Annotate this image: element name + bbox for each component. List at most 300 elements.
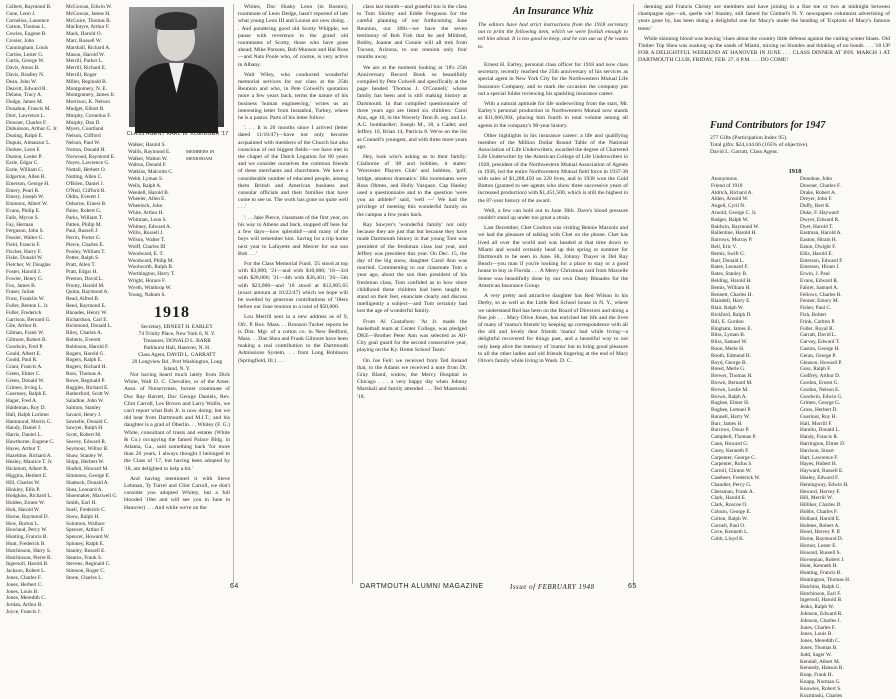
article-paragraph: Last December, Chet Coolton was visiting Bennie Mazzolo and we had the pleasure of talking with Chet on the phone. Chet has lived all over the world and was headed at that time down to Miami and would certainly head up this spring or summer for Dartmouth to be seen in June. Hi, Johnny Thayer in Del Ray Beach—you man if you're looking for a place to stay or a good house to buy in Florida . . . A Merry Christmas card from Marcelle Senne was beautifully done by our own Dusty Rhoades for the American Insurance Group. [478, 225, 628, 289]
list-item: Shattuck, Donald A. [66, 479, 109, 486]
list-item: Jordan, Arthur B. [6, 602, 43, 609]
list-item: Richmond, Donald L. [66, 323, 113, 330]
list-item: Fuller, Benton L. Jr. [6, 303, 49, 310]
list-item: Dupuis, Almanzor L. [6, 139, 51, 146]
list-item: Stanley, Russell E. [66, 547, 106, 554]
list-item: Garrison, Bernard G. [6, 316, 51, 323]
list-item: McGowan, James H. [66, 10, 111, 17]
list-item: Hickmott, Albert R. [6, 466, 49, 473]
list-item: Colbert, Raymond B. [6, 4, 52, 10]
list-item: Whitney, Edward A. [128, 223, 172, 230]
list-item: Bugbee, Elmer H. [711, 400, 750, 407]
list-item: Willis, Russell J. [128, 230, 164, 237]
names-column-3 [128, 142, 184, 302]
list-item: Gaston, George H. [800, 345, 840, 352]
list-item: Chandler, Percy G. [711, 481, 752, 488]
list-item: Bemis, Swift G. [711, 250, 746, 257]
list-item: Bates, Leonard F. [711, 264, 749, 271]
list-item: Dreyer, John F. [800, 196, 833, 203]
list-item: Nelson, Paul W. [66, 139, 101, 146]
article-paragraph: Well, a few can hold out to June 30th. Dave's blood pressure couldn't stand up under too great a strain. [478, 207, 628, 222]
list-item: Nutting, Allen C. [66, 173, 103, 180]
list-item: Horne, Raymond D. [800, 536, 843, 543]
list-item: Hobbs, Charles F. [800, 509, 838, 516]
class-agent-address: 20 Longview Rd., Port Washington, Long Island, N. Y. [131, 359, 223, 372]
list-item: Hodgkins, Richard L. [6, 493, 52, 500]
fund-names-left [711, 176, 798, 578]
list-item: Howard, Russell S. [800, 549, 841, 556]
list-item: Fox, James B. [6, 282, 37, 289]
list-item: Jones, Charles F. [800, 624, 836, 631]
list-item: Brown, Leslie M. [711, 386, 749, 393]
list-item: Jones, Meredith C. [6, 595, 47, 602]
fund-stat-line: 277 Gifts (Participation Index 95). [710, 135, 788, 141]
names-column-2 [66, 4, 123, 579]
article-column-4 [357, 4, 467, 579]
list-item: Downer, Charles F. [800, 182, 841, 189]
list-item: Merrill, Parker L. [66, 58, 104, 65]
article-paragraph: '. . . It is 20 months since I arrived (letter dated 11/16/47)—have not only become acquainted with members of the Church but also conscious of our biggest fields—we have met in the chapel of the Dutch Legation for 80 years and we consider ourselves the common friends of these merchants and churchmen. We have a considerable number of educated people, among them British and American business and consular officials and their families that have come to see us. The work has gone on quite well . . .' [238, 125, 348, 211]
list-item: Bill, E. Gordon [711, 318, 744, 325]
list-item: Angell, Cyril N. [711, 203, 746, 210]
list-item: Healey, Edward F. [800, 475, 839, 482]
list-item: Hutchinson, Earl F. [800, 590, 842, 597]
list-item: Burr, James H. [711, 420, 743, 427]
article-paragraph: Whites, Doc Husky Leon (in Boston), roommate of Leon Dedge, hasn't reported of late what young Leon III and Louise are now doing. . . And pondering good old Scotty Whipple, we pause with reverence to the grand old roommates of Scotty, those who have gone ahead; Mike Parsons, Bob Munson and Hal Ross—and Nuts Poole who, of course, is very active in Albany. [238, 4, 348, 68]
list-item: Judd, Sager W. [800, 651, 832, 658]
col6-paragraph: denning and Francis Christy are members and have joining in a fine toe or two at midnight between champagne sips—oh, quelle vie! Stanley, still famed for Gimbel's N. Y. newspapers columnist advertising of years gone by, has been doing a delightful one for Macy's under the heading of 'Exploits of Macy's famous tester.' [638, 4, 890, 32]
article-paragraph: class last month—and grateful too is the class to Tom Shirley and Eddie Ferguson for the careful planning of our forthcoming June Reunion, our 30th—we have the seven testimony of Bob Fish that he and Mildred, Bobby, Joanne and Connie will all trek from Tucson, Arizona, to our reunion only four months away. [357, 4, 467, 61]
list-item: Prouty, Harold M. [66, 282, 105, 289]
list-item: Bliss, Samuel W. [711, 339, 748, 346]
list-item: Morrison, K. Nelson [66, 99, 110, 106]
list-item: Evans, Edward R. [800, 277, 839, 284]
magazine-title: DARTMOUTH ALUMNI MAGAZINE [360, 583, 484, 590]
list-item: Knap, Frank H. [800, 672, 833, 679]
list-item: Emery, Joseph W. [6, 194, 44, 201]
list-item: Donohue, John [800, 176, 833, 182]
list-item: Woodward, E. T. [128, 250, 164, 257]
list-item: Anonymous [711, 176, 737, 182]
list-item: Oldin, Everett J. [66, 194, 101, 201]
list-item: Johnson, Charles J. [800, 617, 841, 624]
list-item: Rogers, Harold G. [66, 350, 105, 357]
list-item: Emmons, Albert W. [6, 201, 48, 208]
list-item: Gleason, Howard P. [800, 359, 843, 366]
list-item: Hayes, Hubert H. [800, 461, 838, 468]
list-item: Kendall, Albert M. [800, 658, 841, 665]
list-item: Pooley, William T. [66, 248, 106, 255]
list-item: Cornelius, Laurence [6, 17, 49, 24]
treasurer-address: Parkhurst Hall, Hanover, N. H. [143, 345, 211, 351]
list-item: Goodwin, Fred P. [6, 343, 44, 350]
list-item: Curtiss, Lester G. [6, 51, 44, 58]
article-paragraph: Ernest H. Earley, personal class officer for 1918 and now class secretary, recently reached the 25th anniversary of his services as special agent in New York City for the Northwestern Mutual Life Insurance Company, and to mark the occasion the company put out a special folder reviewing his sparkling insurance career. [478, 62, 628, 97]
column-rule [233, 4, 234, 584]
list-item: Aldrich, Richard A. [711, 189, 753, 196]
list-item: Cowles, Eugene B. [6, 31, 47, 38]
list-item: Hayes, Arthur T. [6, 445, 42, 452]
list-item: Ross, Thomas A. [66, 371, 103, 378]
list-item: Cann, Howard G. [711, 441, 749, 448]
list-item: Solomon, Wallace [66, 520, 105, 527]
list-item: Fenner, Emory M. [800, 298, 839, 305]
list-item: Bugbee, Lemuel P. [711, 407, 752, 414]
list-item: Garvey, Edward T. [800, 339, 840, 346]
list-item: Potter, Ralph S. [66, 255, 100, 262]
list-item: Watkins, Malcolm C. [128, 169, 174, 176]
list-item: Norwood, Raymond E. [66, 153, 116, 160]
list-item: Handy, Daniel J. [6, 425, 42, 432]
list-item: Carpenter, George C. [711, 454, 756, 461]
list-item: Fiske, Donald W. [6, 255, 43, 262]
list-item: Hornor, Lester E. [800, 543, 837, 550]
list-item: Higgins, Herbert E. [6, 472, 48, 479]
list-item: Fay, Herman [6, 221, 34, 228]
article-column-3 [238, 4, 348, 579]
list-item: Dwyer, Edward R. [800, 216, 840, 223]
list-item: Spencer, Howard W. [66, 534, 110, 541]
list-item: Jones, Meredith C. [800, 638, 841, 645]
list-item: Fraser, Julian [6, 289, 35, 296]
list-item: Grant, Francis A. [6, 364, 43, 371]
list-item: McGowan, Edwin W. [66, 4, 112, 10]
list-item: Wells, Ralph A. [128, 182, 162, 189]
article-column-5 [478, 62, 628, 577]
list-item: Jones, Thomas B. [800, 644, 838, 651]
list-item: Emery, Pearl R. [6, 187, 40, 194]
page-number-left: 64 [230, 583, 239, 590]
list-item: Blair, Ralph W. [711, 305, 744, 312]
list-item: Goss, Ralph F. [800, 366, 832, 373]
list-item: Harrington, Elmer D. [800, 441, 846, 448]
list-item: Jones, Herbert C. [6, 581, 43, 588]
list-item: Dubuisson, Arthur G. Jr. [6, 126, 58, 133]
list-item: Cone, Leon J. [6, 10, 36, 17]
list-item: Ferguson, John S. [6, 228, 44, 235]
fund-names-right [800, 176, 890, 699]
list-item: Ballentine, Harold H. [711, 230, 757, 237]
list-item: Wallis, Raymond E. [128, 148, 171, 155]
list-item: Patten, Philip M. [66, 221, 102, 228]
list-item: Marshall, Richard A. [66, 44, 111, 51]
list-item: Salmon, Stanley [66, 405, 101, 412]
list-item: Boyd, George B. [711, 359, 747, 366]
list-item: Green, Donald W. [6, 377, 45, 384]
list-item: Murphy, Cornelius F. [66, 112, 112, 119]
list-item: Savard, Henry J. [66, 411, 102, 418]
article-paragraph: And having mentioned it with Steve Lehman, Ty Turrel and Clint Carroll, we don't consider you adopted Whitey, but a full blooded '18er and will see you in June in Hanover) . . . And while we're on the [124, 475, 230, 511]
list-item: Holmes, Robert A. [800, 522, 840, 529]
list-item: Shoemaker, Maxwell G. [66, 493, 118, 500]
article-paragraph: For the Class Memorial Fund, '25 stood at top with $3,000; '21—and with $10,000; '18—3rd with $28,000; '21—4th with $26,461; '26—5th with $23,000—and '18 stood at $12,005.65 (exact amount at 10/22/47) which we hope will be swelled by generous contributions of '18ers before our June reunion to a total of $50,000. [238, 260, 348, 311]
list-item: Wolff, Charles III [128, 243, 166, 250]
list-item: Ingersoll, Harold B. [6, 561, 49, 568]
list-item: Spinney, Ralph E. [66, 540, 105, 547]
list-item: Rogers, Richard H. [66, 364, 107, 371]
list-item: Holland, Harold E. [800, 515, 841, 522]
insurance-whiz-heading: An Insurance Whiz [512, 6, 594, 17]
list-item: Harris, Daniel L. [6, 432, 42, 439]
list-item: Carey, Kenneth F. [711, 447, 750, 454]
list-item: Spencer, Arthur F. [66, 527, 105, 534]
list-item: Bates, Stanley R. [711, 271, 748, 278]
list-item: Howland, Percy W. [6, 527, 48, 534]
list-item: Murphy, Dan D. [66, 119, 101, 126]
issue-date-text: Issue of FEBRUARY 1948 [510, 583, 595, 591]
fund-stat-line: David L. Garratt, Class Agent. [710, 149, 779, 156]
list-item: Duston, Lester P. [6, 153, 43, 160]
list-item: Parks, William T. [66, 214, 103, 221]
list-item: Brown, Ralph A. [711, 393, 747, 400]
list-item: Joyce, Francis J. [6, 608, 42, 615]
list-item: Walton, Donald F. [128, 162, 167, 169]
list-item: Edgerton, Allen B. [6, 173, 46, 180]
list-item: Harrison, Stuart [800, 447, 834, 454]
list-item: Roberts, Everett [66, 337, 101, 344]
list-item: Burrows, Oscar P. [711, 427, 750, 434]
list-item: Gould, Albert E. [6, 350, 42, 357]
list-item: Miller, Reginald B. [66, 78, 107, 85]
list-item: Wright, Horace F. [128, 277, 166, 284]
list-item: Reed, Raymond E. [66, 303, 107, 310]
list-item: Simmons, George E. [66, 472, 111, 479]
list-item: Green, Elmer C. [6, 371, 41, 378]
list-item: Alden, Arnold W. [711, 196, 749, 203]
list-item: Davis, Bradley N. [6, 71, 45, 78]
list-item: Gordon, Ernest G. [800, 379, 839, 386]
article-paragraph: Ray Sawyer's 'wonderful family' not only because they are just that but because they have made Dartmouth history in that young Tom was president of the freshman class last year, and Jeffrey was president this year. On Dec. 15, the day of the big snow, daughter Carol Ann was married. Commenting to our classmate Tom a year ago, about the son then president of his freshman class, Tom confided as to how since childhood these children had been taught to stand on their feet, enunciate clearly and discuss intelligently a subject—and Tom certainly had lost the age of wonderful family. [357, 221, 467, 315]
list-item: Jenks, Ralph W. [800, 604, 835, 611]
list-item: Guernsey, Ralph E. [6, 391, 48, 398]
list-item: Jones, Charles F. [6, 574, 42, 581]
list-item: Brown, Bernard M. [711, 379, 753, 386]
list-item: Knapp, Norman G. [800, 678, 841, 685]
list-item: Erwin, J. Paul [800, 271, 830, 278]
list-item: Gile, Arthur R. [6, 323, 38, 330]
list-item: Brewer, Thomas H. [711, 373, 753, 380]
article-paragraph: With a natural aptitude for life underwriting from the start, Mr. Earley's personal production in Northwestern Mutual now stands at $11,666,904, placing him fourth in total volume among all agents in the company's 90-year history. [478, 101, 628, 129]
list-item: Ellis, Harold E. [800, 250, 833, 257]
secretary: Secretary, ERNEST H. EARLEY [140, 324, 214, 330]
list-item: Jones, Louis B. [6, 588, 39, 595]
list-item: Hutchinson, Pierre B. [6, 554, 52, 561]
list-item: Blaisdell, Harry E. [711, 298, 751, 305]
secretary-address: 74 Trinity Place, New York 6, N. Y. [138, 331, 216, 337]
list-item: Perrin, Porter G. [66, 235, 102, 242]
list-item: Snell, Frederick C. [66, 506, 107, 513]
list-item: Shea, Leonard A. [66, 486, 103, 493]
list-item: Evans, Philip E. [6, 207, 41, 214]
list-item: Bennett, Charles H. [711, 291, 753, 298]
list-item: Shaw, Stanley W. [66, 452, 104, 459]
list-item: Downer, Charles F. [6, 119, 47, 126]
memoriam-heading: MEMBERS IN MEMORIAM [186, 148, 215, 161]
list-item: Geran, George P. [800, 352, 837, 359]
list-item: Riley, Charles A. [66, 330, 103, 337]
class-year-heading: 1918 [154, 304, 190, 321]
list-item: Godfrey, Arthur D. [800, 373, 841, 380]
list-item: Robinson, Harold F. [66, 343, 109, 350]
list-item: Booth, Edmund H. [711, 352, 752, 359]
fund-stats [710, 135, 890, 165]
list-item: Fuller, Frederick [6, 309, 42, 316]
list-item: Easton, Hiram H. [800, 237, 838, 244]
list-item: Saladine, John W. [66, 398, 104, 405]
list-item: Duke, F. Hayward [800, 209, 839, 216]
class-agent: Class Agent, DAVID L. GARRATT [138, 352, 216, 358]
list-item: Gilmore, Robert B. [6, 337, 47, 344]
list-item: Fahrer, Samuel A. [800, 284, 839, 291]
list-item: Walker, Walton W. [128, 155, 168, 162]
list-item: Hill, Merrill W. [800, 495, 833, 502]
col6-paragraph-2: While skinning blood was leaving 'clues about the country little defense against the cutting winter blasts. Old Timber Top Shea was soaking up the sands of Miami, mixing no blondes and thinking of no bonds . . . '18 UP FOR A DELIGHTFUL WEEKEND AT HANOVER IN JUNE . . . CLASS DINNER AT INN. MARCH 1 AT DARTMOUTH CLUB, FRIDAY, FEB. 27, 6 P.M. . . . DO COME! [638, 35, 890, 64]
list-item: Hall, Morrill F. [800, 420, 833, 427]
list-item: Carpenter, Rufus S. [711, 461, 753, 468]
list-item: Barrows, Murray P. [711, 237, 753, 244]
list-item: Dodge, James M. [6, 99, 44, 106]
list-item: Jackson, Robert L. [6, 568, 46, 575]
list-item: Curtis, George W. [6, 58, 45, 65]
list-item: Mason, Harold W. [66, 51, 105, 58]
list-item: Frost, Franklin W. [6, 296, 45, 303]
list-item: Stearns, Frank S. [66, 554, 103, 561]
list-item: Hawthorne, Eugene C. [6, 439, 55, 445]
list-item: Woolworth, Ralph B. [128, 264, 174, 271]
list-item: Stone, Charles L. [66, 574, 103, 581]
list-item: Grimes, Irving L. [6, 384, 44, 391]
list-item: Noyes, Lawrence G. [66, 160, 110, 167]
list-item: Arnold, George C. Jr. [711, 209, 757, 216]
list-item: Deavitt, Edward R. [6, 85, 47, 92]
list-item: Mudget, Elliott B. [66, 105, 105, 112]
list-item: Eastman, Harold A. [800, 230, 842, 237]
list-item: Wendell, Harold B. [128, 189, 170, 196]
list-item: Casebeer, Frederick W. [711, 475, 761, 482]
list-item: Goodwin, Edwin G. [800, 393, 843, 400]
list-item: Hunting, Francis B. [6, 534, 48, 541]
list-item: Hood, Harvey P. II [800, 529, 840, 536]
list-item: MacIntyre, Arthur F. [66, 24, 110, 31]
list-item: Snow, Ralph H. [66, 513, 100, 520]
list-item: Emerson, Hiram J. [800, 264, 840, 271]
list-item: Haldeman, Roy D. [6, 405, 46, 412]
list-item: Boon, Merle H. [711, 345, 745, 352]
list-item: O'Brien, Daniel J. [66, 180, 105, 187]
class-agent-photo [129, 7, 224, 127]
article-paragraph: A very pretty and attractive daughter has Red Wilson in his Derby, so as well as the Little Red School house in N. Y., where we understand Red has been on the Board of Directors and doing a fine job . . . Mary Olive Jones, has enriched her life and the lives of many of 'mama's friends' by keeping up correspondence with all the old and lovely dear friends 'mama' had while living—a delightful recovered for things past, and a beautiful way to not only keep alive the memory of 'mama' but to bring good pleasure to all the other ladies and old friends lingering at the end of Mary Olive's family while living in Wash. D. C. [478, 293, 628, 364]
list-item: Norton, Donald H. [66, 146, 106, 153]
list-item: Hinkley, Ellis P. [6, 486, 41, 493]
list-item: Foster, Harold J. [6, 269, 42, 276]
list-item: Eaton, Dwight F. [800, 243, 837, 250]
list-item: Healey, Maurice T. Jr. [6, 459, 53, 466]
list-item: Cunningham, Louis [6, 44, 49, 51]
list-item: Gould, Paul R. [6, 357, 38, 364]
list-item: Hilliker, Charles D. [800, 502, 842, 509]
list-item: Gross, Herbert D. [800, 407, 838, 414]
list-item: Shufelt, Howard M. [66, 466, 109, 473]
list-item: Chessman, Frank A. [711, 488, 754, 495]
list-item: Pierce, Charles E. [66, 241, 104, 248]
list-item: Crosier, John [6, 37, 35, 44]
list-item: Gilman, Frank W. [6, 330, 44, 337]
list-item: Handy, Francis R. [800, 434, 839, 441]
photo-caption: CLASS AGENT KARL W. KOENIGER '17 [126, 131, 229, 137]
list-item: Rhoades, Henry W. [66, 309, 108, 316]
list-item: Kennedy, Hanson R. [800, 665, 844, 672]
list-item: O'Neil, Clifford R. [66, 187, 106, 194]
list-item: Gordon, Nelson E. [800, 386, 840, 393]
list-item: Hager, Fred A. [6, 398, 38, 405]
list-item: Bickford, Ralph D. [711, 311, 752, 318]
list-item: Stimson, Roger C. [66, 568, 106, 575]
list-item: Hemingway, Edwin H. [800, 481, 849, 488]
list-item: Hammond, Morris G. [6, 418, 52, 425]
list-item: Dean, John W. [6, 78, 37, 85]
list-item: Merrill, Roger [66, 71, 97, 78]
list-item: Horne, Raymond D. [6, 513, 49, 520]
list-item: Donahue, Francis M. [6, 105, 51, 112]
list-item: Field, Francis F. [6, 241, 41, 248]
list-item: Webb, Lyman S. [128, 175, 164, 182]
list-item: Wyeth, Winthrop W. [128, 284, 172, 291]
list-item: Mack, Harold O. [66, 31, 102, 38]
list-item: Seymour, Wilbur B. [66, 445, 109, 452]
list-item: Walker, Harold S. [128, 142, 166, 148]
class-officers [124, 324, 230, 373]
list-item: Badger, Ralph W. [711, 216, 749, 223]
list-item: Duning, Ralph E. [6, 133, 44, 140]
list-item: Davis, Amos B. [6, 65, 40, 72]
list-item: Wheeler, Allen E. [128, 196, 166, 203]
list-item: Durkee, Leon F. [6, 146, 41, 153]
list-item: Pratt, Edgar H. [66, 269, 98, 276]
list-item: Merrill, Richard E. [66, 65, 107, 72]
list-item: Bunnell, Harry W. [711, 413, 750, 420]
fund-stat-line: Total gifts: $24,144.66 (165% of objective). [710, 142, 809, 149]
list-item: Hamlin, Donald L. [800, 427, 841, 434]
list-item: Hayward, Russell E. [800, 468, 844, 475]
article-paragraph: Hey, look who's asking us to their family: Claiborne of '48 and bobbies, it states: 'Worcester Players Club' and hobbies, 'golf, bridge, amateur dramatics.' His roommates were Russ Ohmes, and Holly Vazquez. Cap Hanley used a questionnaire and to the question 'were you an athlete?' said, 'well —' We had the privilege of meeting this wonderful family on the campus a few years back. [357, 154, 467, 218]
article-paragraph: Not having heard much lately from Dick White, Walt D. C. Chevalier, or of the Amer. Assn. of Nurserymen, former roommate of Doc Ray Barrett, Doc George Daniels, Rev. Clint Carroll, Les Brown and Larry Wallis, we can't report what Bob Jr. is now doing; but we did hear from Dartmouth and M.I.T.; and his daughter is a grad of Oberlin. . . Whitey (F. G.) White, consultant of trusts and estates (White & Co.) occupying the famed Palace Bldg. in Atlanta, Ga., said something back 'for more than 20 years, I always thought I belonged to the Class of '17, but having been adopted by '18, am delighted to help a bit.' [124, 372, 230, 472]
list-item: Hutchinson, Harry S. [6, 547, 52, 554]
list-item: Cove, Kenneth L. [711, 529, 749, 536]
list-item: Hutchins, Ralph G. [800, 583, 841, 590]
list-item: Hazeltine, Richard A. [6, 452, 52, 459]
issue-date [510, 583, 595, 591]
article-paragraph: On Joe Feil: we received from Ted Ireland that, to the Adams we received a note from Dr. Gray Bland, widow, the Mercy Hospital in Chicago . . . a very happy day when Johnny Marshall and family attended . . . Ted Mazeroski '18. [357, 357, 467, 400]
list-item: Fisher, Paul C. [800, 305, 832, 312]
list-item: Fowler, Henry G. [6, 275, 44, 282]
list-item: Campbell, Thomas P. [711, 434, 757, 441]
list-item: Hunting, Francis B. [800, 570, 842, 577]
list-item: Johnson, Edward R. [800, 611, 843, 617]
list-item: Quinn, Raymond A. [66, 289, 109, 296]
list-item: Ruggles, Richard E. [66, 384, 109, 391]
article-column-6a [638, 4, 890, 114]
list-item: White, Arthur H. [128, 209, 164, 216]
list-item: Emerson, Edward F. [800, 257, 844, 264]
list-item: Rogers, Ralph E. [66, 357, 103, 364]
list-item: Scott, Robert M. [66, 432, 102, 439]
list-item: Hill, Charles W. [6, 479, 41, 486]
list-item: Young, Nahum S. [128, 291, 166, 298]
list-item: Drake, Robert A. [800, 189, 837, 196]
list-item: Hart, Lawrence F. [800, 454, 839, 461]
list-item: Richardson, Carl E. [66, 316, 108, 323]
list-item: Montgomery, James Jr. [66, 92, 116, 99]
